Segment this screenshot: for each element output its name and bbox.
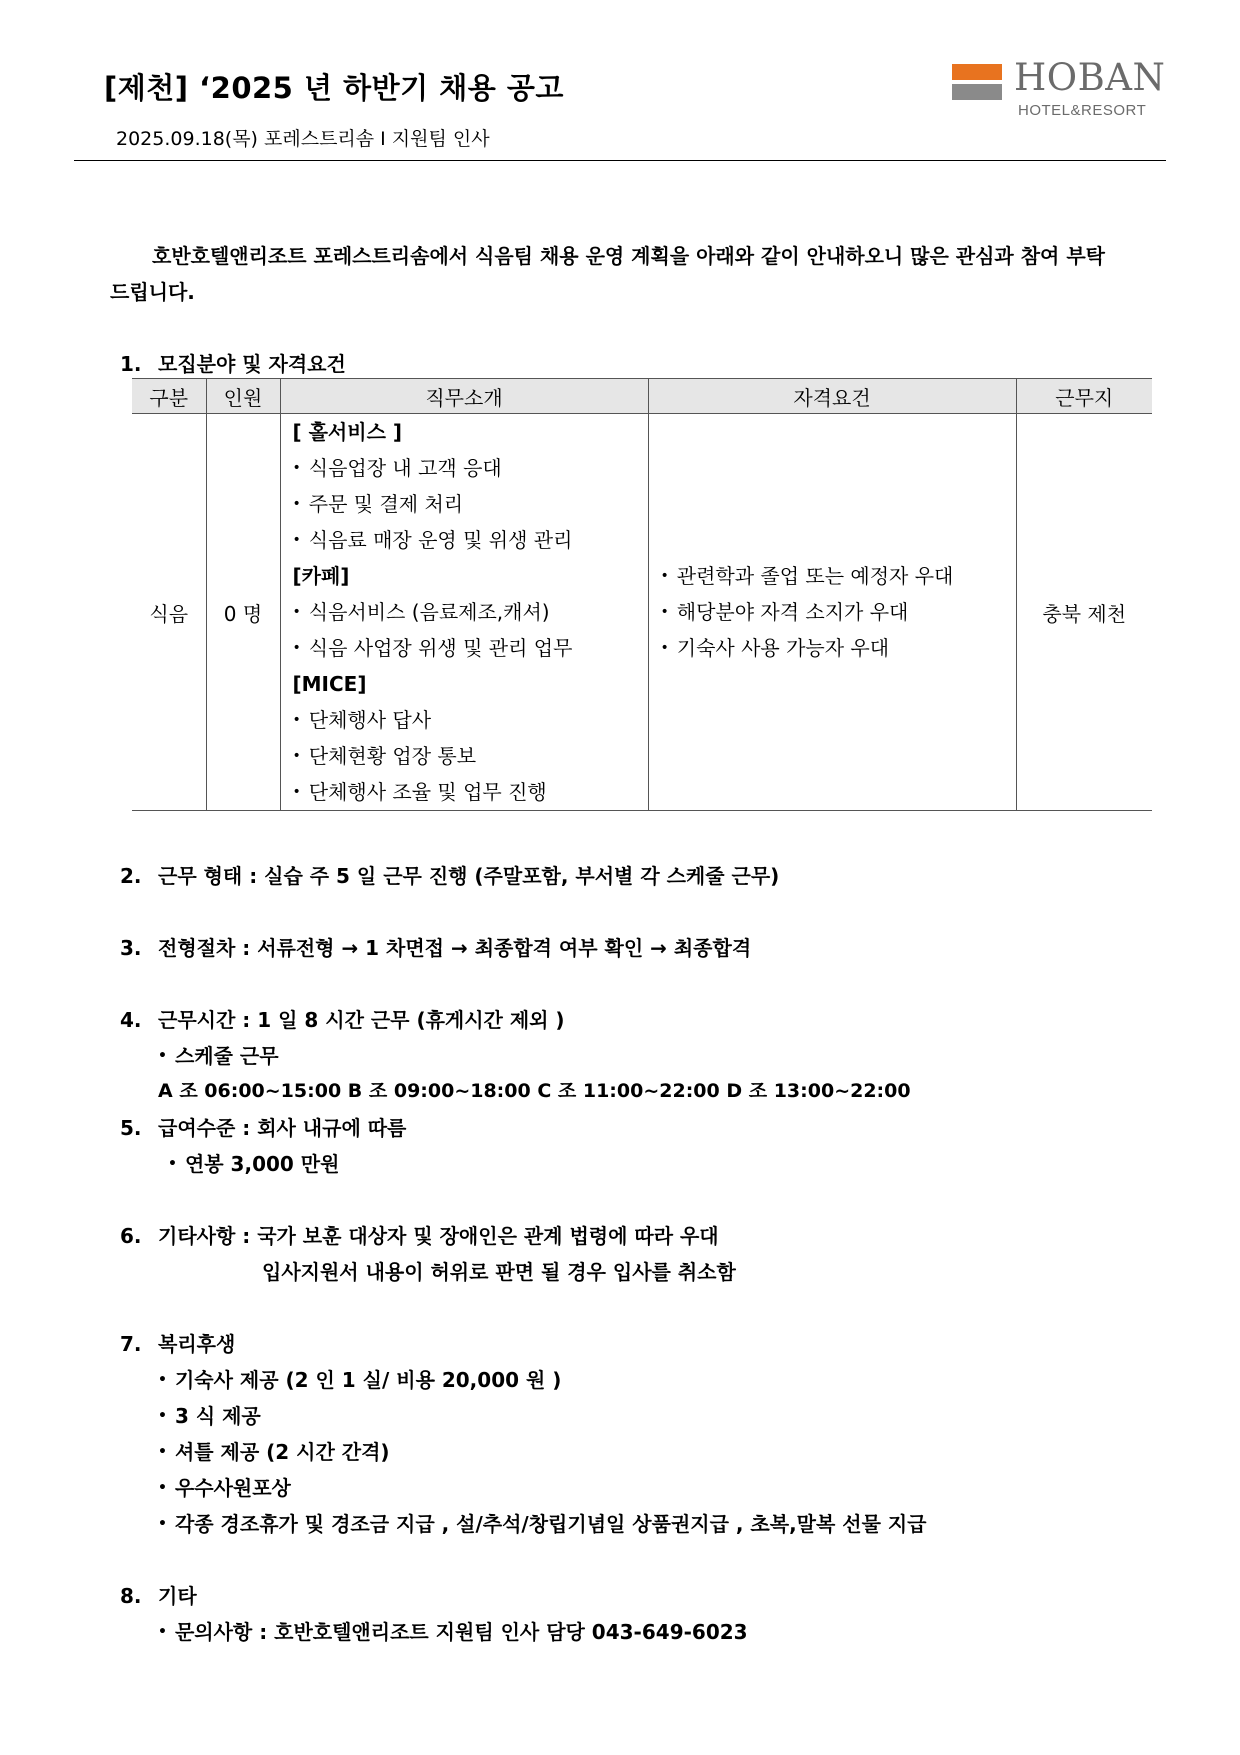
section-7-heading: 7. 복리후생	[120, 1332, 236, 1356]
bullet-icon: •	[292, 460, 301, 476]
cell-qualifications	[648, 414, 1016, 811]
schedule-bullet: • 스케줄 근무	[158, 1044, 279, 1068]
bullet-icon: •	[292, 604, 301, 620]
duty-item: • 단체행사 조율 및 업무 진행	[292, 780, 547, 804]
benefit-item: • 셔틀 제공 (2 시간 간격)	[158, 1440, 390, 1464]
header-divider	[74, 160, 1166, 161]
bullet-icon: •	[168, 1156, 177, 1172]
duty-item: • 식음업장 내 고객 응대	[292, 456, 502, 480]
table-header-row	[132, 379, 1152, 414]
section-number: 1.	[120, 352, 142, 376]
contact-info: • 문의사항 : 호반호텔앤리조트 지원팀 인사 담당 043-649-6023	[158, 1620, 748, 1644]
bullet-icon: •	[158, 1516, 167, 1532]
qualification-item: • 해당분야 자격 소지가 우대	[660, 600, 909, 624]
misc-text-2: 입사지원서 내용이 허위로 판면 될 경우 입사를 취소함	[262, 1260, 736, 1284]
benefit-item: • 각종 경조휴가 및 경조금 지급 , 설/추석/창립기념일 상품권지급 , 초복,말복 선물 지급	[158, 1512, 927, 1536]
salary-text: 급여수준 : 회사 내규에 따름	[158, 1116, 407, 1140]
benefit-item: • 기숙사 제공 (2 인 1 실/ 비용 20,000 원 )	[158, 1368, 562, 1392]
bullet-icon: •	[292, 784, 301, 800]
benefit-item: • 우수사원포상	[158, 1476, 291, 1500]
section-2: 2. 근무 형태 : 실습 주 5 일 근무 진행 (주말포함, 부서별 각 스케줄 근무)	[120, 864, 780, 888]
cell-duties	[280, 414, 648, 811]
logo-brand-text: HOBAN	[1014, 56, 1166, 99]
cell-count: 0 명	[206, 414, 280, 811]
recruit-table	[132, 378, 1152, 811]
duty-item: • 주문 및 결제 처리	[292, 492, 464, 516]
duty-item: • 식음 사업장 위생 및 관리 업무	[292, 636, 573, 660]
logo-gray-bar	[952, 84, 1002, 100]
section-8-heading: 8. 기타	[120, 1584, 197, 1608]
cell-location: 충북 제천	[1016, 414, 1152, 811]
bullet-icon: •	[660, 568, 669, 584]
cell-category: 식음	[132, 414, 206, 811]
header-duty: 직무소개	[280, 379, 648, 414]
misc-text: 기타사항 : 국가 보훈 대상자 및 장애인은 관계 법령에 따라 우대	[158, 1224, 719, 1248]
bullet-icon: •	[292, 496, 301, 512]
header-location: 근무지	[1016, 379, 1152, 414]
duty-item: • 식음료 매장 운영 및 위생 관리	[292, 528, 573, 552]
logo-orange-bar	[952, 64, 1002, 80]
section-3: 3. 전형절차 : 서류전형 → 1 차면접 → 최종합격 여부 확인 → 최종합격	[120, 936, 752, 960]
logo-sub-text: HOTEL&RESORT	[1018, 102, 1147, 119]
section-6: 6. 기타사항 : 국가 보훈 대상자 및 장애인은 관계 법령에 따라 우대	[120, 1224, 719, 1248]
section-1-heading	[120, 348, 346, 377]
bullet-icon: •	[158, 1624, 167, 1640]
bullet-icon: •	[158, 1444, 167, 1460]
bullet-icon: •	[292, 532, 301, 548]
table-row	[132, 414, 1152, 811]
page-title: [제천] ‘2025 년 하반기 채용 공고	[104, 71, 564, 105]
bullet-icon: •	[292, 712, 301, 728]
duty-group-heading: [ 홀서비스 ]	[292, 420, 402, 444]
bullet-icon: •	[158, 1408, 167, 1424]
bullet-icon: •	[660, 640, 669, 656]
bullet-icon: •	[292, 640, 301, 656]
section-title: 복리후생	[158, 1332, 236, 1356]
header-category: 구분	[132, 379, 206, 414]
section-4: 4. 근무시간 : 1 일 8 시간 근무 (휴게시간 제외 )	[120, 1008, 565, 1032]
duty-group-heading: [MICE]	[292, 672, 367, 696]
section-title: 모집분야 및 자격요건	[158, 352, 346, 376]
salary-bullet: • 연봉 3,000 만원	[168, 1152, 340, 1176]
bullet-icon: •	[158, 1048, 167, 1064]
section-5: 5. 급여수준 : 회사 내규에 따름	[120, 1116, 407, 1140]
duty-item: • 식음서비스 (음료제조,캐셔)	[292, 600, 550, 624]
bullet-icon: •	[158, 1372, 167, 1388]
hoban-logo	[952, 56, 1166, 124]
section-title: 기타	[158, 1584, 197, 1608]
duty-item: • 단체현황 업장 통보	[292, 744, 477, 768]
bullet-icon: •	[660, 604, 669, 620]
benefit-item: • 3 식 제공	[158, 1404, 261, 1428]
intro-paragraph: 호반호텔앤리조트 포레스트리솜에서 식음팀 채용 운영 계획을 아래와 같이 안내하오니 많은 관심과 참여 부탁드립니다.	[110, 244, 1105, 304]
shift-times: A 조 06:00~15:00 B 조 09:00~18:00 C 조 11:00~22:00 D 조 13:00~22:00	[158, 1080, 911, 1102]
posting-date-line: 2025.09.18(목) 포레스트리솜 I 지원팀 인사	[116, 128, 490, 150]
qualification-item: • 기숙사 사용 가능자 우대	[660, 636, 890, 660]
header-qualification: 자격요건	[648, 379, 1016, 414]
header-count: 인원	[206, 379, 280, 414]
selection-process-text: 전형절차 : 서류전형 → 1 차면접 → 최종합격 여부 확인 → 최종합격	[158, 936, 752, 960]
duty-group-heading: [카페]	[292, 564, 350, 588]
work-hours-text: 근무시간 : 1 일 8 시간 근무 (휴게시간 제외 )	[158, 1008, 565, 1032]
duty-item: • 단체행사 답사	[292, 708, 432, 732]
bullet-icon: •	[158, 1480, 167, 1496]
qualification-item: • 관련학과 졸업 또는 예정자 우대	[660, 564, 954, 588]
work-type-text: 근무 형태 : 실습 주 5 일 근무 진행 (주말포함, 부서별 각 스케줄 근무)	[158, 864, 780, 888]
bullet-icon: •	[292, 748, 301, 764]
